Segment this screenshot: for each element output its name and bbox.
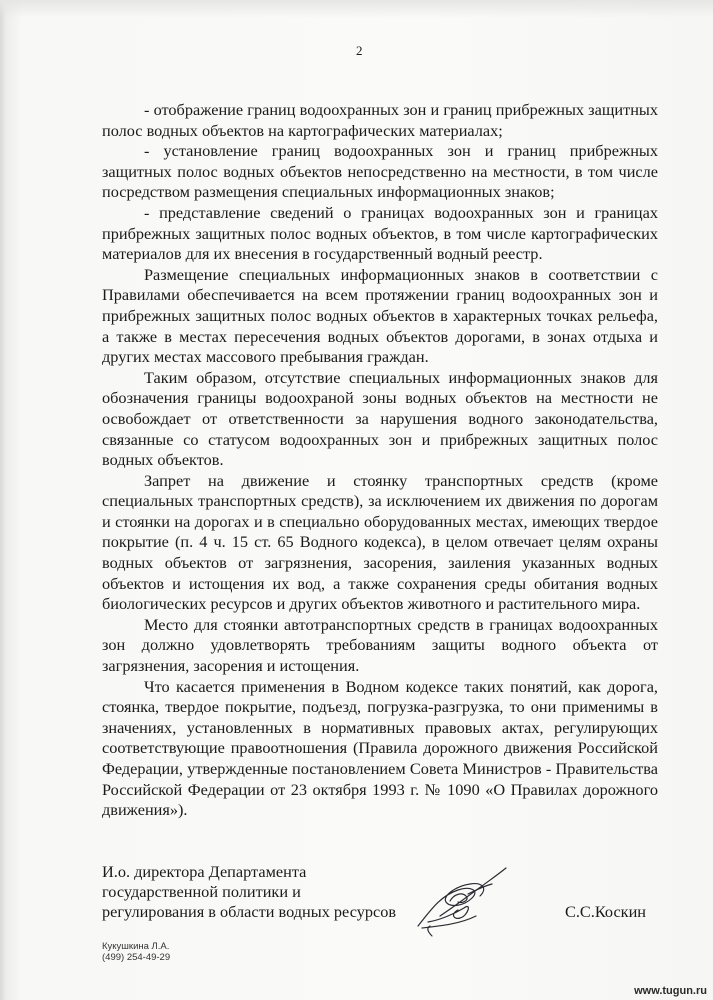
signer-name: С.С.Коскин [565, 902, 647, 921]
signer-position [102, 862, 396, 922]
paragraph-1: - отображение границ водоохранных зон и границ прибрежных защитных полос водных объектов на картографических материалах; [102, 100, 658, 140]
executor-info [102, 941, 170, 963]
signer-position-line-3: регулирования в области водных ресурсов [102, 902, 397, 921]
letter-body [102, 100, 658, 821]
executor-name: Кукушкина Л.А. [102, 941, 170, 952]
paragraph-6: Запрет на движение и стоянку транспортных средств (кроме специальных транспортных средств), за исключением их движения по дорогам и стоянки на дорогах и в специально оборудованных местах, имеющих твердое покрытие (п. 4 ч. 15 ст. 65 Водного кодекса), в целом отвечает целям охраны водных объектов от загрязнения, засорения, заиления указанных водных объектов и истощения их вод, а также сохранения среды обитания водных биологических ресурсов и других объектов животного и растительного мира. [102, 470, 658, 614]
paragraph-8: Что касается применения в Водном кодексе таких понятий, как дорога, стоянка, твердое покрытие, подъезд, погрузка-разгрузка, то они применимы в значениях, установленных в нормативных правовых актах, регулирующих соответствующие правоотношения (Правила дорожного движения Российской Федерации, утвержденные постановлением Совета Министров - Правительства Российской Федерации от 23 октября 1993 г. № 1090 «О Правилах дорожного движения»). [102, 676, 658, 820]
page-number: 2 [356, 43, 363, 58]
scan-shadow [0, 0, 713, 18]
paragraph-2: - установление границ водоохранных зон и границ прибрежных защитных полос водных объектов непосредственно на местности, в том числе посредством размещения специальных информационных знаков; [102, 141, 658, 202]
paragraph-3: - представление сведений о границах водоохранных зон и границах прибрежных защитных полос водных объектов, в том числе картографических материалов для их внесения в государственный водный реестр. [102, 202, 658, 264]
signer-position-line-2: государственной политики и [102, 882, 301, 901]
paragraph-4: Размещение специальных информационных знаков в соответствии с Правилами обеспечивается на всем протяжении границ водоохранных зон и прибрежных защитных полос водных объектов в характерных точках рельефа, а также в местах пересечения водных объектов дорогами, в зонах отдыха и других местах массового пребывания граждан. [102, 264, 658, 367]
site-watermark: www.tugun.ru [634, 985, 707, 997]
executor-phone: (499) 254-49-29 [102, 952, 171, 963]
signer-position-line-1: И.о. директора Департамента [102, 862, 307, 881]
handwritten-signature [410, 856, 520, 941]
paragraph-7: Место для стоянки автотранспортных средств в границах водоохранных зон должно удовлетворять требованиям защиты водного объекта от загрязнения, засорения и истощения. [102, 614, 658, 676]
paragraph-5: Таким образом, отсутствие специальных информационных знаков для обозначения границы водоохраной зоны водных объектов на местности не освобождает от ответственности за нарушения водного законодательства, связанные со статусом водоохранных зон и прибрежных защитных полос водных объектов. [102, 367, 658, 470]
